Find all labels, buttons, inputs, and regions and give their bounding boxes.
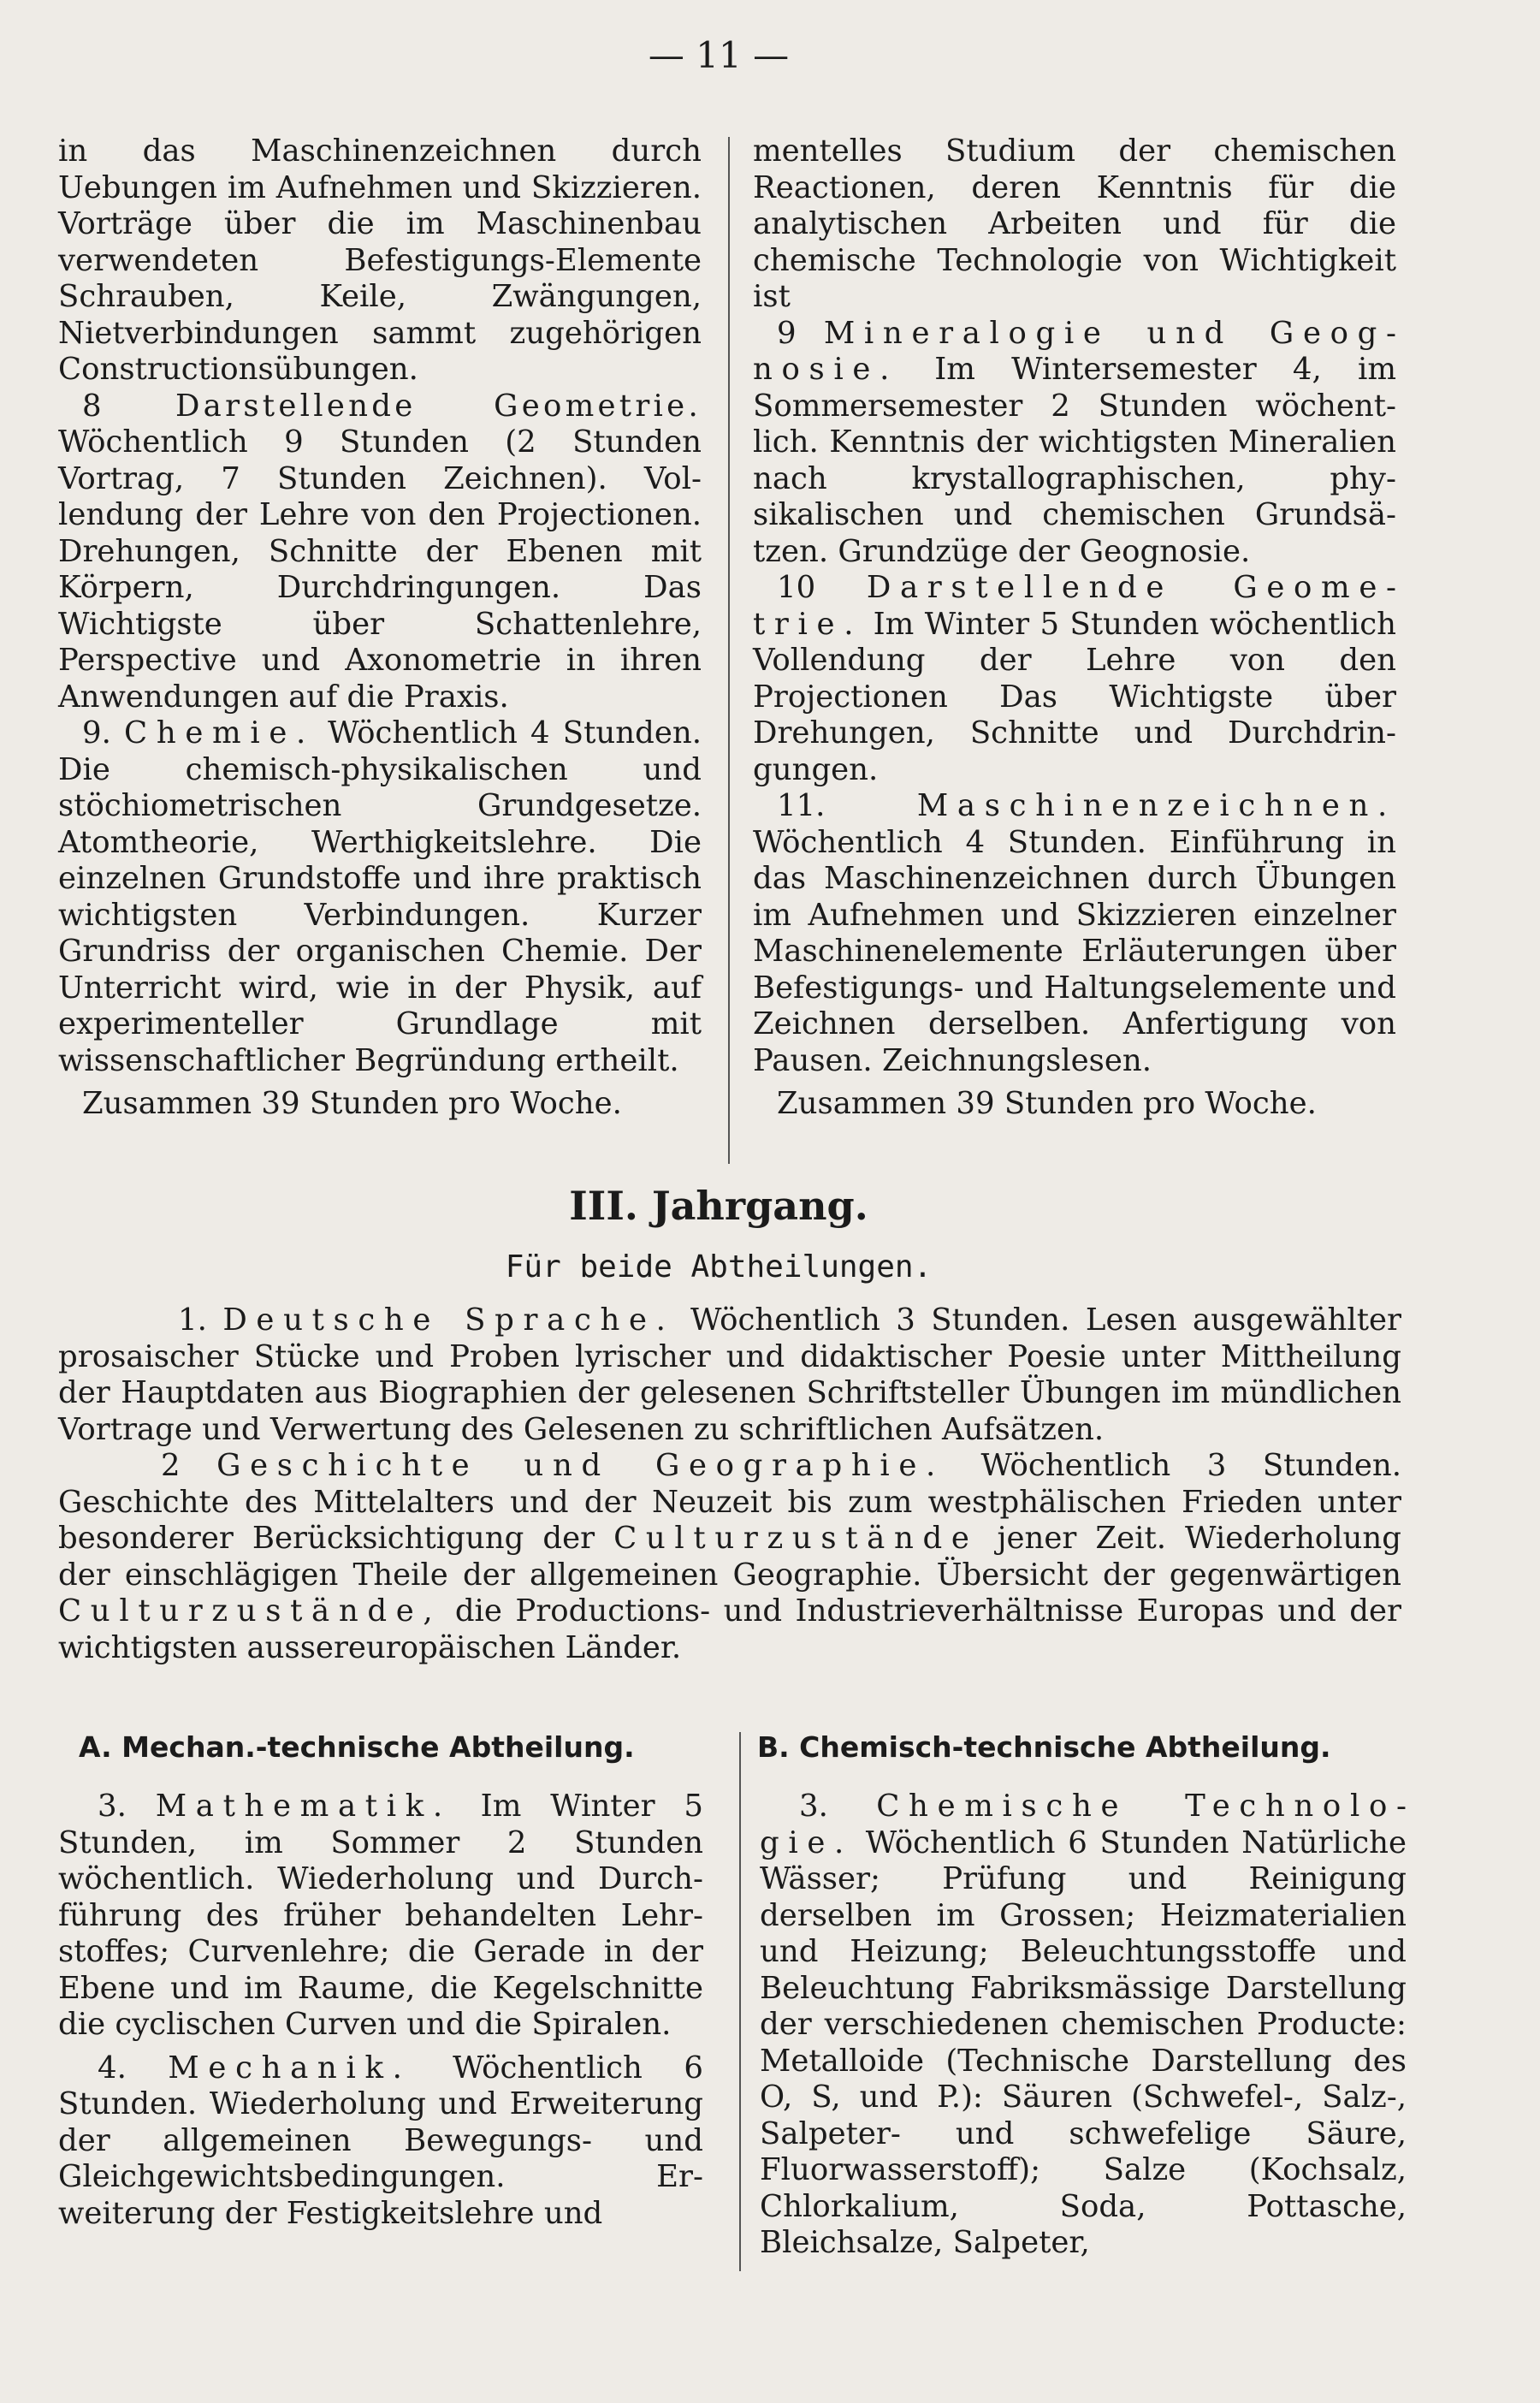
- subject-text: Wöchentlich 6 Stunden. Wiederholung und Erweiterung der allgemeinen Bewegungs- und Gleichgewichtsbedingungen. Erweiterung der Festigkeitslehre und: [58, 2050, 703, 2231]
- page-number: — 11 —: [648, 34, 790, 76]
- section-number: 8: [82, 388, 102, 424]
- paragraph: [58, 2050, 703, 2233]
- subject-text: Wöchentlich 9 Stunden (2 Stunden Vortrag, 7 Stunden Zeichnen). Vollendung der Lehre von den Projectionen. Drehungen, Schnitte der Ebenen mit Körpern, Durchdringungen. Das Wichtigste über Schattenlehre, Perspective und Axonometrie in ihren Anwendungen auf die Praxis.: [58, 424, 702, 715]
- section-number: 2: [161, 1448, 181, 1483]
- total-hours: Zusammen 39 Stunden pro Woche.: [82, 1086, 622, 1121]
- section-number: 9: [777, 315, 797, 351]
- paragraph: [58, 1302, 1401, 1448]
- subject-title: Darstellende Geometrie.: [753, 570, 1396, 642]
- section-number: 9.: [82, 715, 111, 751]
- subject-title: Mathematik.: [155, 1789, 452, 1824]
- paragraph: [58, 1448, 1401, 1666]
- section-number: 11.: [777, 788, 826, 823]
- full-width-section: [58, 1302, 1401, 1666]
- paragraph: mentelles Studium der chemischen Reactionen, deren Kenntnis für die analytischen Arbeiten und für die chemische Technologie von Wichtigkeit ist: [753, 134, 1396, 314]
- paragraph: [753, 788, 1396, 1079]
- bottom-right-column: [760, 1789, 1407, 2262]
- subject-title: Darstellende Geometrie.: [175, 388, 702, 424]
- subject-title: Deutsche Sprache.: [222, 1302, 675, 1338]
- section-number: 3.: [98, 1789, 127, 1824]
- paragraph: [58, 715, 702, 1079]
- top-right-column: [753, 134, 1396, 1123]
- top-left-column: [58, 134, 702, 1123]
- subject-text: Im Winter 5 Stunden, im Sommer 2 Stunden wöchentlich. Wiederholung und Durchführung des früher behandelten Lehrstoffes; Curvenlehre; die Gerade in der Ebene und im Raume, die Kegelschnitte die cyclischen Curven und die Spiralen.: [58, 1789, 703, 2042]
- section-number: 3.: [799, 1789, 828, 1824]
- paragraph: [58, 389, 702, 716]
- subject-title: Maschinenzeichnen.: [916, 788, 1396, 823]
- section-number: 1.: [178, 1302, 207, 1338]
- subject-text: Wöchentlich 6 Stunden Natürliche Wässer; Prüfung und Reinigung derselben im Grossen; Heizmaterialien und Heizung; Beleuchtungsstoffe und Beleuchtung Fabriksmässige Darstellung der verschiedenen chemischen Producte: Metalloide (Technische Darstellung des O, S, und P.): Säuren (Schwefel-, Salz-, Salpeter- und schwefelige Säure, Fluorwasserstoff); Salze (Kochsalz, Chlorkalium, Soda, Pottasche, Bleichsalze, Salpeter,: [760, 1824, 1407, 2260]
- total-hours: Zusammen 39 Stunden pro Woche.: [777, 1086, 1317, 1121]
- subject-text: Wöchentlich 4 Stunden. Einführung in das Maschinenzeichnen durch Übungen im Aufnehmen und Skizzieren einzelner Maschinenelemente Erläuterungen über Befestigungs- und Haltungselemente und Zeichnen derselben. Anfertigung von Pausen. Zeichnungslesen.: [753, 824, 1396, 1078]
- year-subheading: Für beide Abtheilungen.: [505, 1249, 933, 1285]
- column-divider: [739, 1732, 741, 2271]
- column-divider: [728, 137, 730, 1164]
- subject-text: Im Wintersemester 4, im Sommersemester 2 Stunden wöchentlich. Kenntnis der wichtigsten Mineralien nach krystallographischen, physikalischen und chemischen Grundsätzen. Grundzüge der Geognosie.: [753, 352, 1396, 569]
- subject-text: Wöchentlich 3 Stunden. Lesen ausgewählter prosaischer Stücke und Proben lyrischer und didaktischer Poesie unter Mittheilung der Hauptdaten aus Biographien der gelesenen Schriftsteller Übungen im mündlichen Vortrage und Verwertung des Gelesenen zu schriftlichen Aufsätzen.: [58, 1302, 1401, 1447]
- paragraph: [760, 1789, 1407, 2262]
- bottom-left-column: [58, 1789, 703, 2232]
- subject-text: Im Winter 5 Stunden wöchentlich Vollendung der Lehre von den Projectionen Das Wichtigste über Drehungen, Schnitte und Durchdringungen.: [753, 606, 1396, 787]
- subject-text: Wöchentlich 3 Stunden. Geschichte des Mittelalters und der Neuzeit bis zum westphälischen Frieden unter besonderer Berücksichtigung der: [58, 1448, 1402, 1556]
- spaced-term: Culturzustände,: [58, 1593, 442, 1629]
- section-number: 10: [777, 570, 816, 605]
- paragraph: in das Maschinenzeichnen durch Uebungen im Aufnehmen und Skizzieren. Vorträge über die im Maschinenbau verwendeten Befestigungs-Elemente Schrauben, Keile, Zwängungen, Nietverbindungen sammt zugehörigen Constructionsübungen.: [58, 134, 702, 387]
- spaced-term: Culturzustände: [613, 1521, 979, 1556]
- paragraph: [58, 1789, 703, 2044]
- subject-text: jener Zeit. Wiederholung der einschlägigen Theile der allgemeinen Geographie. Übersicht der gegenwärtigen: [58, 1521, 1401, 1593]
- year-heading: III. Jahrgang.: [569, 1183, 868, 1229]
- subject-title: Chemie.: [124, 715, 315, 751]
- subject-title: Chemische Technologie.: [760, 1789, 1407, 1860]
- subject-title: Geschichte und Geographie.: [216, 1448, 945, 1483]
- section-number: 4.: [98, 2050, 127, 2086]
- paragraph: [753, 570, 1396, 788]
- subject-title: Mechanik.: [168, 2050, 412, 2086]
- subject-text: Wöchentlich 4 Stunden. Die chemisch-physikalischen und stöchiometrischen Grundgesetze. Atomtheorie, Werthigkeitslehre. Die einzelnen Grundstoffe und ihre praktisch wichtigsten Verbindungen. Kurzer Grundriss der organischen Chemie. Der Unterricht wird, wie in der Physik, auf experimenteller Grundlage mit wissenschaftlicher Begründung ertheilt.: [58, 715, 702, 1078]
- paragraph: [753, 316, 1396, 571]
- section-a-title: A. Mechan.-technische Abtheilung.: [79, 1730, 635, 1764]
- section-b-title: B. Chemisch-technische Abtheilung.: [757, 1730, 1331, 1764]
- subject-title: Mineralogie und Geognosie.: [753, 315, 1396, 387]
- subject-text: die Productions- und Industrieverhältnisse Europas und der wichtigsten aussereuropäischen Länder.: [58, 1593, 1401, 1665]
